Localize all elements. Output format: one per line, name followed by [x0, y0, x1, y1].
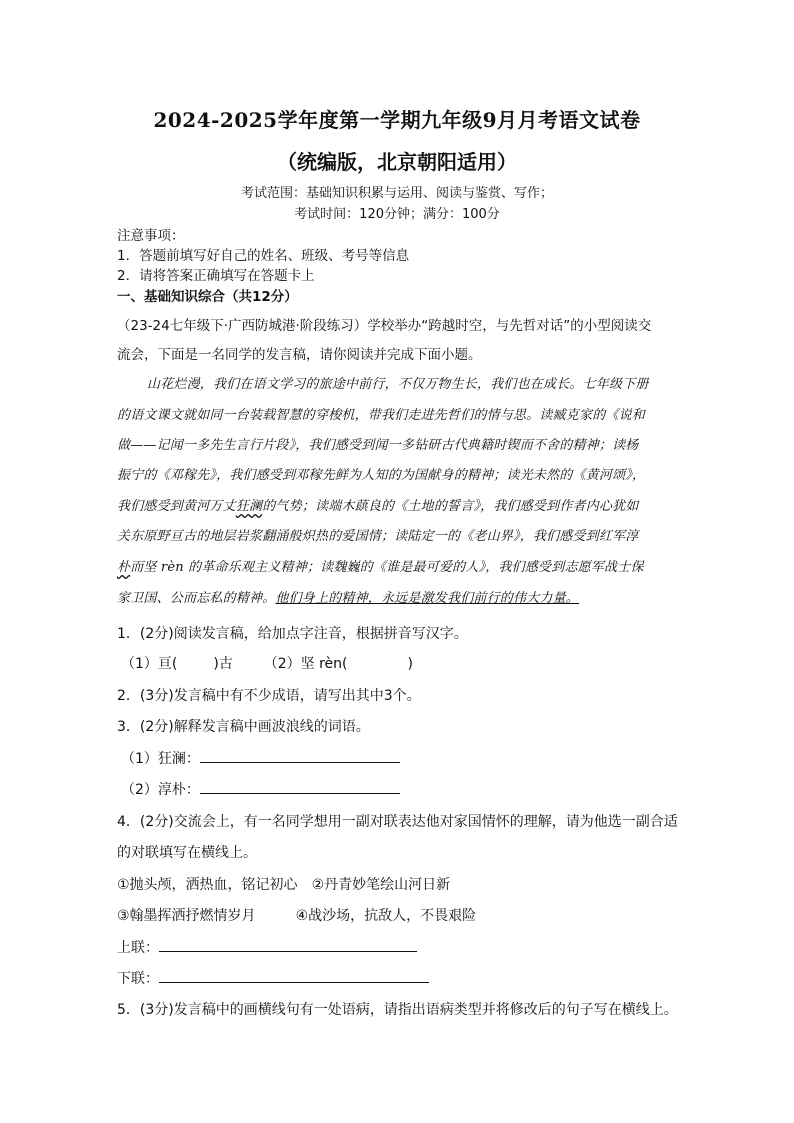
exam-time: 考试时间：120分钟；满分：100分	[294, 207, 500, 222]
q3-a-label: （1）狂澜：	[121, 751, 200, 767]
q1-item-b-prefix: （2）坚 rèn(	[263, 656, 348, 672]
q4-upper-label: 上联：	[117, 940, 159, 956]
section-intro: （23-24七年级下·广西防城港·阶段练习）学校举办“跨越时空，与先哲对话”的小型阅读交	[117, 318, 652, 334]
wavy-word-chunpu: 朴	[117, 560, 131, 575]
question-1: 1．(2分)阅读发言稿，给加点字注音，根据拼音写汉字。	[117, 626, 468, 642]
q1-item-b-suffix: )	[407, 656, 413, 672]
question-4: 4．(2分)交流会上，有一名同学想用一副对联表达他对家国情怀的理解，请为他选一副合适	[117, 814, 678, 830]
notes-heading: 注意事项：	[117, 228, 185, 244]
passage-line	[117, 495, 679, 514]
note-item: 1．答题前填写好自己的姓名、班级、考号等信息	[117, 248, 410, 264]
q4-option: ①抛头颅，洒热血，铭记初心	[117, 877, 298, 893]
q3-b-label: （2）淳朴：	[121, 782, 200, 798]
q4-upper-line	[117, 937, 417, 957]
question-3-a	[121, 748, 400, 768]
passage-line: 振宁的《邓稼先》，我们感受到邓稼先鲜为人知的为国献身的精神；读光未然的《黄河颂》，	[117, 468, 646, 483]
q4-lower-label: 下联：	[117, 971, 159, 987]
q4-option: ②丹青妙笔绘山河日新	[311, 877, 451, 893]
section-intro: 流会，下面是一名同学的发言稿，请你阅读并完成下面小题。	[117, 347, 482, 363]
answer-blank[interactable]	[200, 779, 400, 794]
passage-line: 做——记闻一多先生言行片段》，我们感受到闻一多钻研古代典籍时锲而不舍的精神；读杨	[117, 438, 639, 453]
question-1-items	[121, 653, 413, 673]
question-3-b	[121, 779, 400, 799]
wavy-word-kuanglan: 狂澜	[235, 499, 263, 514]
underlined-sentence: 他们身上的精神，永远是激发我们前行的伟大力量。	[275, 591, 580, 606]
page-subtitle: （统编版，北京朝阳适用）	[277, 150, 517, 174]
question-4-cont: 的对联填写在横线上。	[117, 845, 257, 861]
exam-scope: 考试范围：基础知识积累与运用、阅读与鉴赏、写作；	[240, 186, 553, 201]
passage-line: 关东原野亘古的地层岩浆翻涌般炽热的爱国情；读陆定一的《老山界》，我们感受到红军淳	[117, 529, 639, 544]
q1-item-a-prefix: （1）亘(	[121, 656, 178, 672]
passage-line	[117, 556, 679, 575]
q4-options-row-1	[117, 874, 450, 894]
passage-text: 的气势；读端木蕻良的《土地的誓言》，我们感受到作者内心犹如	[262, 499, 639, 514]
q4-options-row-2	[117, 905, 476, 925]
passage-line: 山花烂漫，我们在语文学习的旅途中前行，不仅万物生长，我们也在成长。七年级下册	[147, 377, 649, 392]
passage-line	[117, 587, 679, 606]
passage-line: 的语文课文就如同一台装载智慧的穿梭机，带我们走进先哲们的情与思。读臧克家的《说和	[117, 408, 646, 423]
section-heading: 一、基础知识综合（共12分）	[117, 289, 298, 305]
page-title: 2024-2025学年度第一学期九年级9月月考语文试卷	[153, 108, 641, 132]
passage-text: 我们感受到黄河万丈	[117, 499, 236, 514]
q4-lower-line	[117, 968, 429, 988]
question-3: 3．(2分)解释发言稿中画波浪线的词语。	[117, 719, 370, 735]
q1-item-a-suffix: )古	[213, 656, 233, 672]
q4-option: ④战沙场，抗敌人，不畏艰险	[295, 908, 477, 924]
question-5: 5．(3分)发言稿中的画横线句有一处语病，请指出语病类型并将修改后的句子写在横线上。	[117, 1002, 678, 1018]
answer-blank[interactable]	[200, 748, 400, 763]
passage-text: 家卫国、公而忘私的精神。	[117, 591, 276, 606]
passage-text: 而坚 rèn 的革命乐观主义精神；读魏巍的《谁是最可爱的人》，我们感受到志愿军战士保	[130, 560, 644, 575]
answer-blank[interactable]	[159, 968, 429, 983]
q4-option: ③翰墨挥洒抒燃情岁月	[117, 908, 256, 924]
note-item: 2．请将答案正确填写在答题卡上	[117, 268, 315, 284]
question-2: 2．(3分)发言稿中有不少成语，请写出其中3个。	[117, 688, 421, 704]
answer-blank[interactable]	[159, 937, 417, 952]
